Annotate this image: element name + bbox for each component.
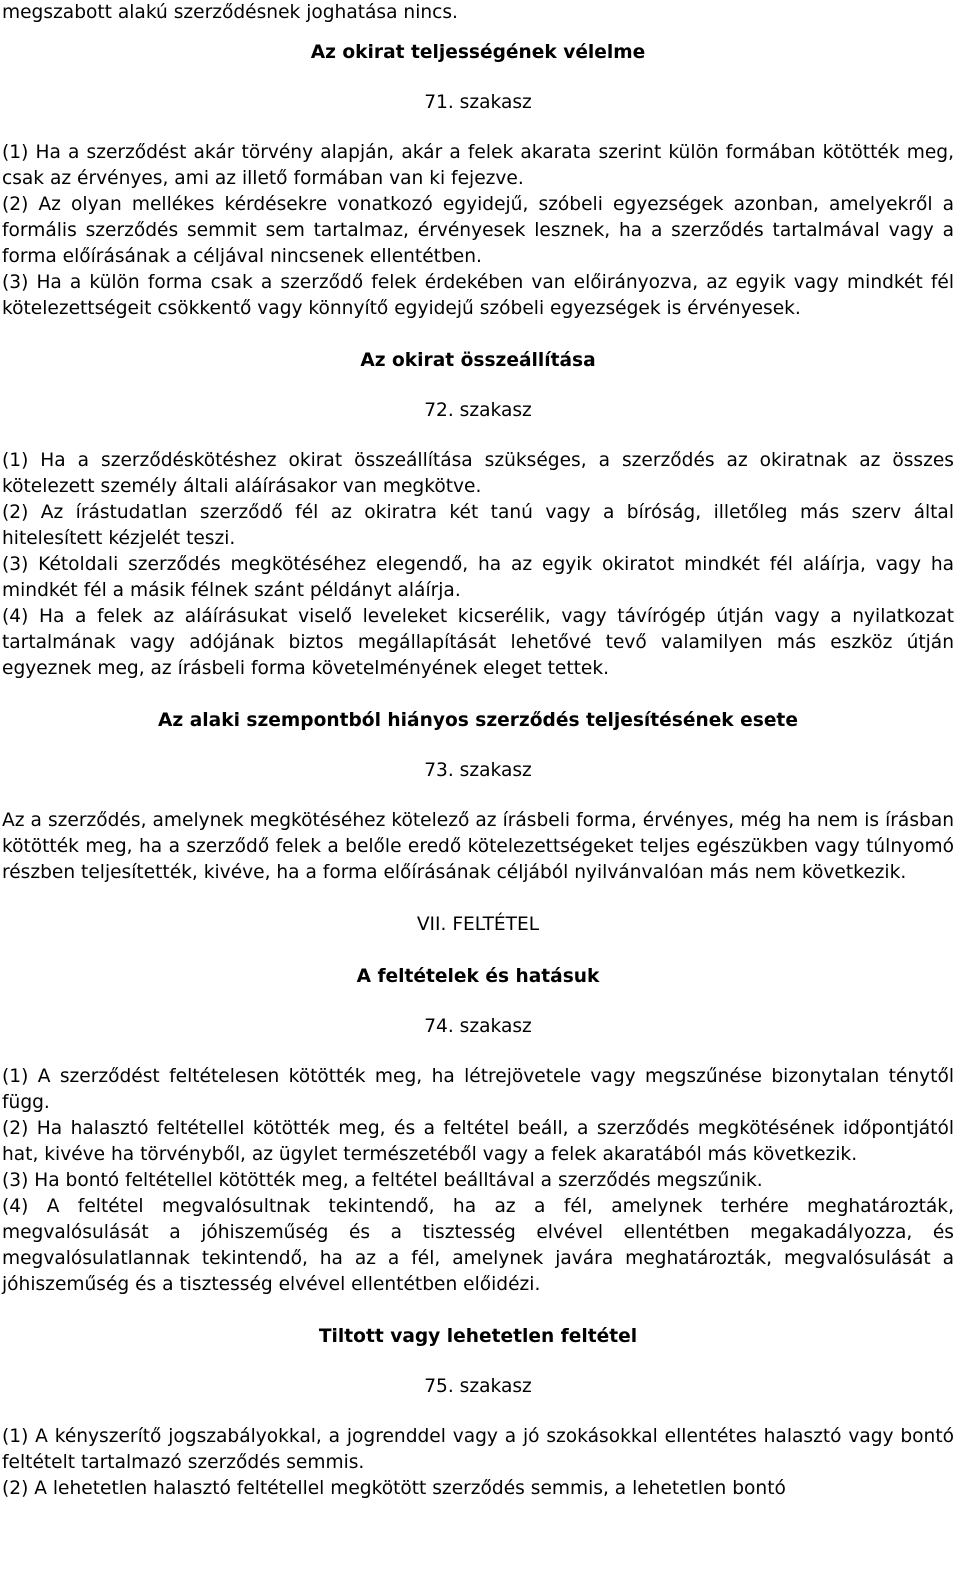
paragraph: (2) Az olyan mellékes kérdésekre vonatkozó egyidejű, szóbeli egyezségek azonban, amelyekről a formális szerződés semmit sem tartalmaz, érvényesek lesznek, ha a szerződés tartalmával vagy a forma előírásának a céljával nincsenek ellentétben.: [2, 194, 954, 267]
section-heading: Az okirat összeállítása: [360, 350, 596, 371]
paragraph: (2) A lehetetlen halasztó feltétellel megkötött szerződés semmis, a lehetetlen bontó: [2, 1478, 786, 1499]
section-number: 72. szakasz: [424, 400, 532, 421]
intro-line: megszabott alakú szerződésnek joghatása nincs.: [2, 2, 458, 23]
section-block-74: [2, 912, 954, 1298]
paragraph: (3) Ha a külön forma csak a szerződő felek érdekében van előirányozva, az egyik vagy mindkét fél kötelezettségeit csökkentő vagy könnyítő egyidejű szóbeli egyezségek is érvényesek.: [2, 272, 954, 319]
paragraph: (1) A szerződést feltételesen kötötték meg, ha létrejövetele vagy megszűnése bizonytalan ténytől függ.: [2, 1066, 954, 1113]
section-block-71: [2, 40, 954, 322]
paragraph: (4) Ha a felek az aláírásukat viselő leveleket kicserélik, vagy távírógép útján vagy a nyilatkozat tartalmának vagy adójának biztos megállapítását lehetővé tevő valamilyen más eszköz útján egyeznek meg, az írásbeli forma követelményének eleget tettek.: [2, 606, 954, 679]
section-number: 75. szakasz: [424, 1376, 532, 1397]
paragraph: (4) A feltétel megvalósultnak tekintendő, ha az a fél, amelynek terhére meghatározták, megvalósulását a jóhiszeműség és a tisztesség elvével ellentétben megakadályozza, és megvalósulatlannak tekintendő, ha az a fél, amelynek javára meghatározták, megvalósulását a jóhiszeműség és a tisztesség elvével ellentétben előidézi.: [2, 1196, 954, 1295]
section-number: 71. szakasz: [424, 92, 532, 113]
paragraph: (1) Ha a szerződést akár törvény alapján, akár a felek akarata szerint külön formában kötötték meg, csak az érvényes, ami az illető formában van ki fejezve.: [2, 142, 954, 189]
paragraph: Az a szerződés, amelynek megkötéséhez kötelező az írásbeli forma, érvényes, még ha nem is írásban kötötték meg, ha a szerződő felek a belőle eredő kötelezettségeket teljes egészükben vagy túlnyomó részben teljesítették, kivéve, ha a forma előírásának céljából nyilvánvalóan más nem következik.: [2, 810, 954, 883]
paragraph: (2) Az írástudatlan szerződő fél az okiratra két tanú vagy a bíróság, illetőleg más szerv által hitelesített kézjelét teszi.: [2, 502, 954, 549]
section-number: 74. szakasz: [424, 1016, 532, 1037]
section-number: 73. szakasz: [424, 760, 532, 781]
section-heading: Az alaki szempontból hiányos szerződés teljesítésének esete: [158, 710, 798, 731]
section-heading: Tiltott vagy lehetetlen feltétel: [318, 1326, 638, 1347]
paragraph: (1) Ha a szerződéskötéshez okirat összeállítása szükséges, a szerződés az okiratnak az összes kötelezett személy általi aláírásakor van megkötve.: [2, 450, 954, 497]
paragraph: (3) Ha bontó feltétellel kötötték meg, a feltétel beálltával a szerződés megszűnik.: [2, 1170, 763, 1191]
paragraph: (3) Kétoldali szerződés megkötéséhez elegendő, ha az egyik okiratot mindkét fél aláírja, vagy ha mindkét fél a másik félnek szánt példányt aláírja.: [2, 554, 954, 601]
section-block-73: [2, 708, 954, 886]
paragraph: (1) A kényszerítő jogszabályokkal, a jogrenddel vagy a jó szokásokkal ellentétes halasztó vagy bontó feltételt tartalmazó szerződés semmis.: [2, 1426, 954, 1473]
section-block-75: [2, 1324, 954, 1502]
chapter-title: VII. FELTÉTEL: [416, 914, 540, 935]
section-heading: A feltételek és hatásuk: [356, 966, 600, 987]
section-block-72: [2, 348, 954, 682]
section-heading: Az okirat teljességének vélelme: [310, 42, 646, 63]
paragraph: (2) Ha halasztó feltétellel kötötték meg, és a feltétel beáll, a szerződés megkötésének időpontjától hat, kivéve ha törvényből, az ügylet természetéből vagy a felek akaratából más következik.: [2, 1118, 954, 1165]
